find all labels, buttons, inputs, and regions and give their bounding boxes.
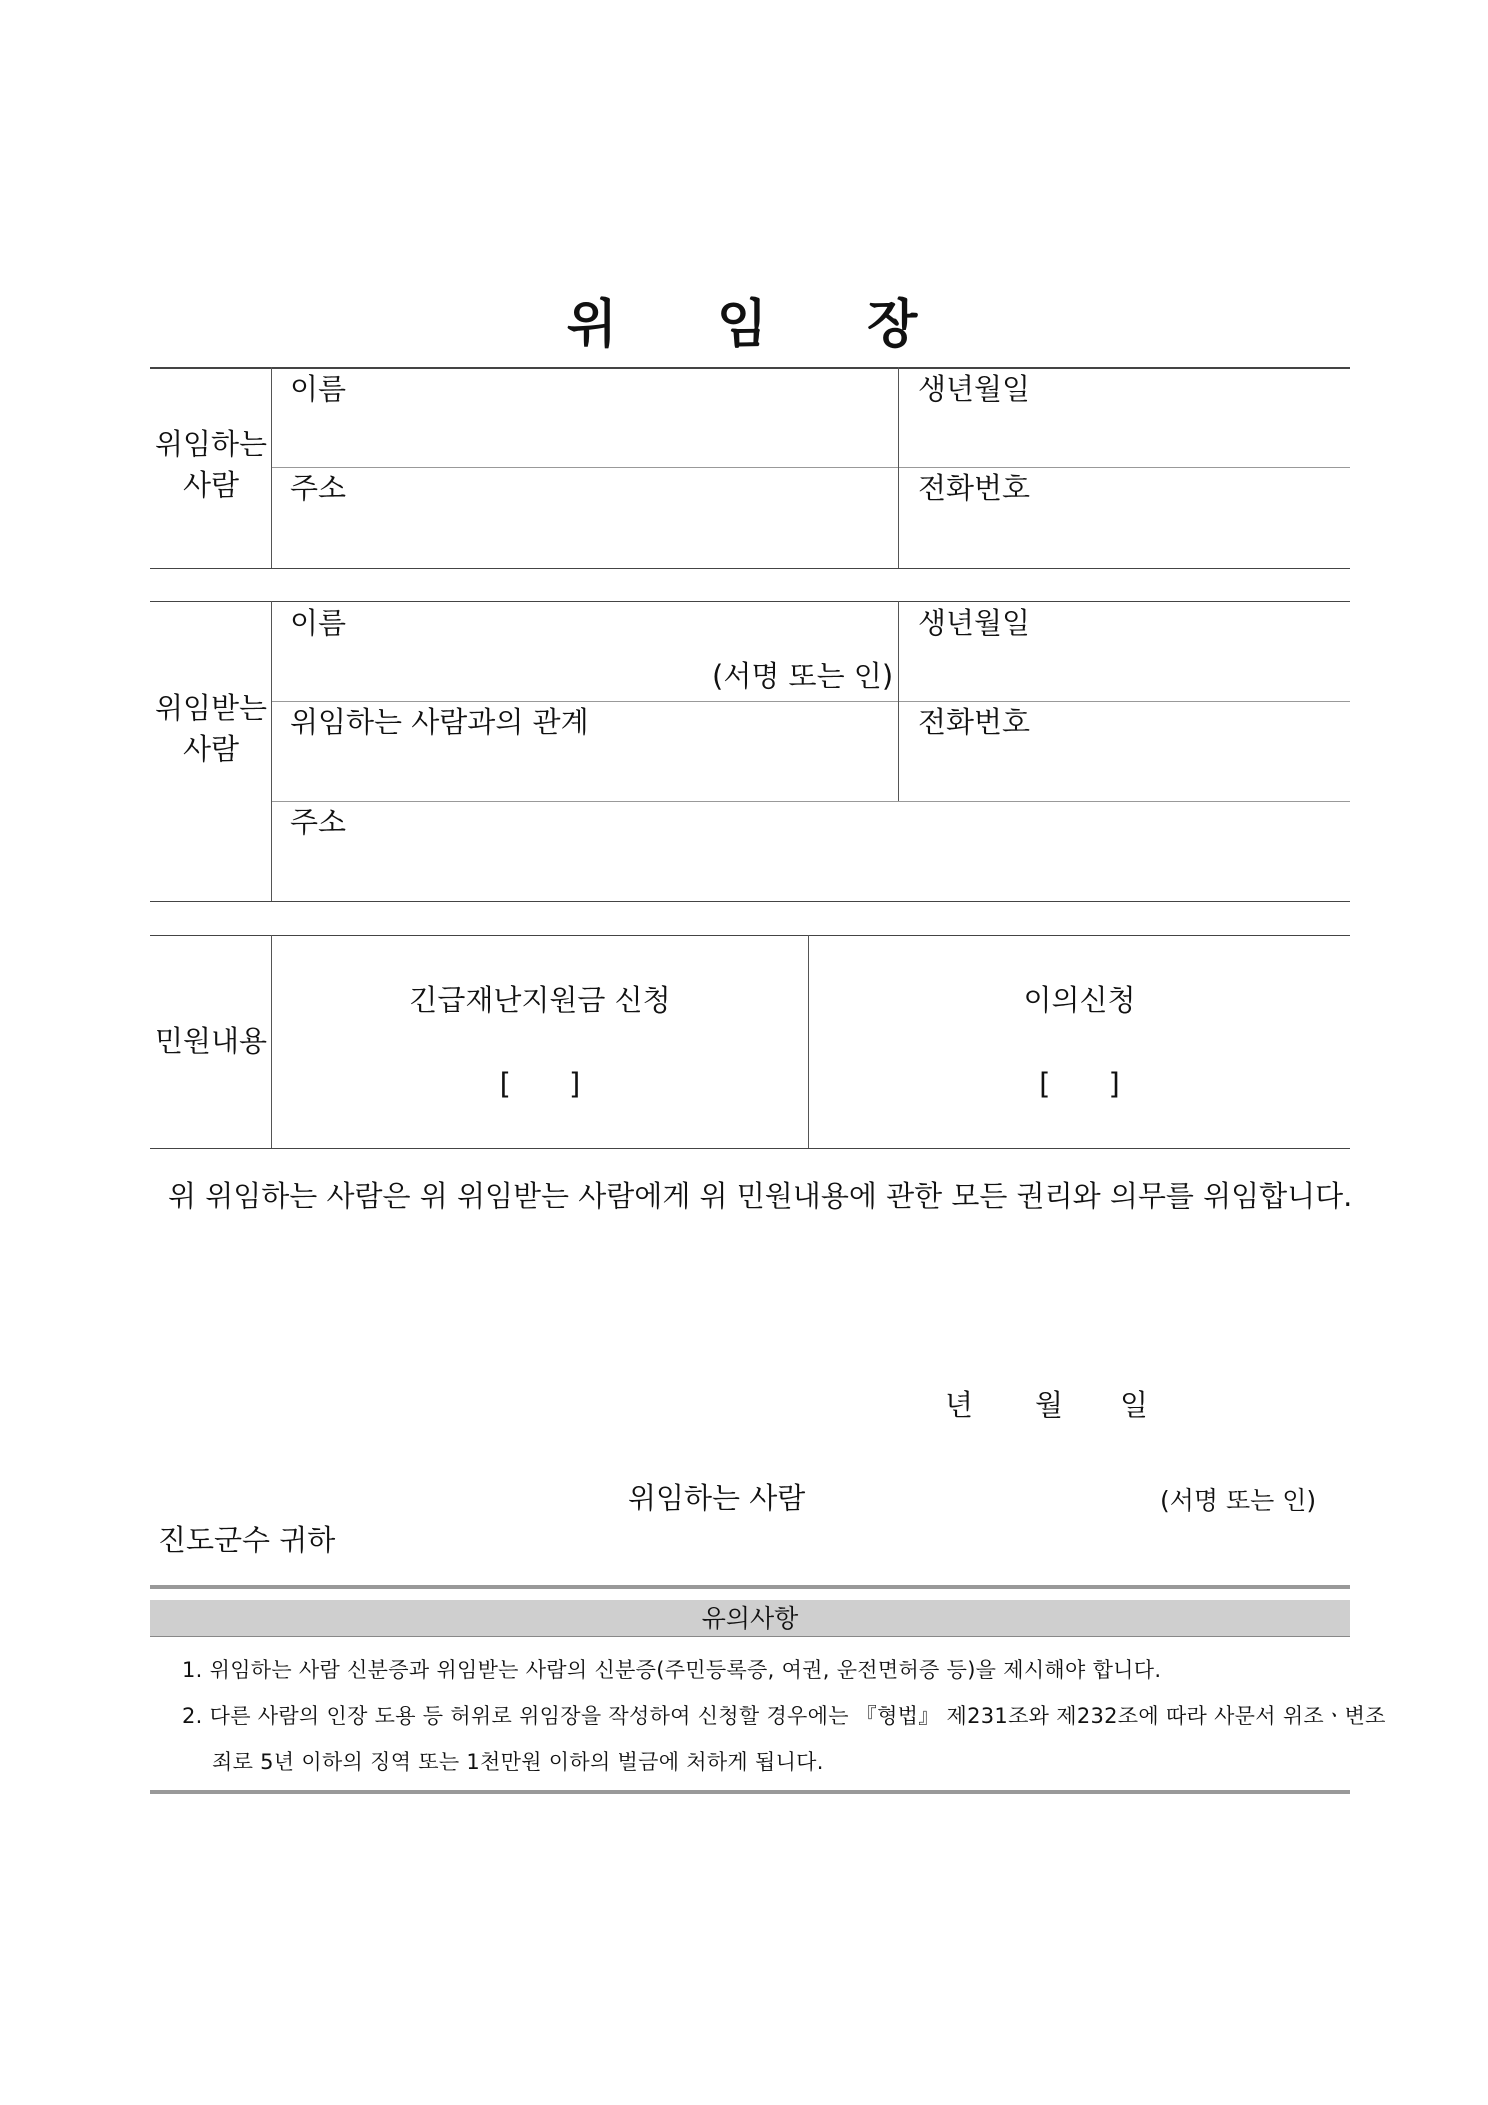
delegation-statement: 위 위임하는 사람은 위 위임받는 사람에게 위 민원내용에 관한 모든 권리와 의무를 위임합니다. xyxy=(168,1179,1353,1213)
page-title xyxy=(0,282,1488,357)
title-char: 장 xyxy=(867,295,922,355)
delegatee-address-field[interactable]: 주소 xyxy=(290,805,347,839)
option-objection-label: 이의신청 xyxy=(1023,983,1136,1017)
recipient: 진도군수 귀하 xyxy=(158,1523,336,1557)
title-char: 위 xyxy=(566,295,621,355)
column-divider xyxy=(898,367,899,568)
delegator-birth-field[interactable]: 생년월일 xyxy=(918,372,1031,406)
delegatee-birth-field[interactable]: 생년월일 xyxy=(918,606,1031,640)
signer-signature-field[interactable]: (서명 또는 인) xyxy=(1160,1486,1317,1515)
delegator-address-field[interactable]: 주소 xyxy=(290,471,347,505)
title-char: 임 xyxy=(716,295,772,355)
row-divider xyxy=(272,801,1350,802)
header-line: 위임하는 xyxy=(154,427,268,461)
section-divider xyxy=(150,1148,1350,1149)
notice-title: 유의사항 xyxy=(701,1604,799,1633)
row-divider xyxy=(272,467,1350,468)
notice-top-rule xyxy=(150,1585,1350,1589)
signature-hint: (서명 또는 인) xyxy=(712,659,894,693)
header-line: 사람 xyxy=(182,732,240,767)
notice-item: 1. 위임하는 사람 신분증과 위임받는 사람의 신분증(주민등록증, 여권, 운전면허증 등)을 제시해야 합니다. xyxy=(182,1658,1162,1682)
delegator-phone-field[interactable]: 전화번호 xyxy=(918,471,1031,505)
section-divider xyxy=(150,901,1350,902)
date-day-field[interactable]: 일 xyxy=(1120,1388,1149,1422)
delegatee-name-field[interactable]: 이름 xyxy=(290,606,347,640)
column-divider xyxy=(898,601,899,801)
option-emergency-relief-checkbox[interactable]: [ ] xyxy=(499,1067,581,1101)
date-year-field[interactable]: 년 xyxy=(945,1388,974,1422)
notice-item: 죄로 5년 이하의 징역 또는 1천만원 이하의 벌금에 처하게 됩니다. xyxy=(212,1750,824,1774)
header-line: 사람 xyxy=(182,468,240,503)
section-divider xyxy=(150,568,1350,569)
section-divider xyxy=(150,601,1350,602)
date-month-field[interactable]: 월 xyxy=(1035,1388,1064,1422)
delegator-header xyxy=(150,424,272,506)
notice-bottom-rule xyxy=(150,1790,1350,1794)
section-divider xyxy=(150,935,1350,936)
delegatee-header xyxy=(150,688,272,770)
option-objection-checkbox[interactable]: [ ] xyxy=(1039,1067,1120,1101)
signer-label: 위임하는 사람 xyxy=(628,1481,806,1515)
petition-header: 민원내용 xyxy=(154,1024,268,1058)
notice-item: 2. 다른 사람의 인장 도용 등 허위로 위임장을 작성하여 신청할 경우에는 『형법』 제231조와 제232조에 따라 사문서 위조ㆍ변조 xyxy=(182,1704,1386,1728)
delegatee-phone-field[interactable]: 전화번호 xyxy=(918,705,1031,739)
delegator-name-field[interactable]: 이름 xyxy=(290,372,347,406)
delegatee-relation-field[interactable]: 위임하는 사람과의 관계 xyxy=(290,705,589,739)
column-divider xyxy=(808,935,809,1148)
header-line: 위임받는 xyxy=(154,691,268,725)
option-emergency-relief-label: 긴급재난지원금 신청 xyxy=(409,983,671,1017)
